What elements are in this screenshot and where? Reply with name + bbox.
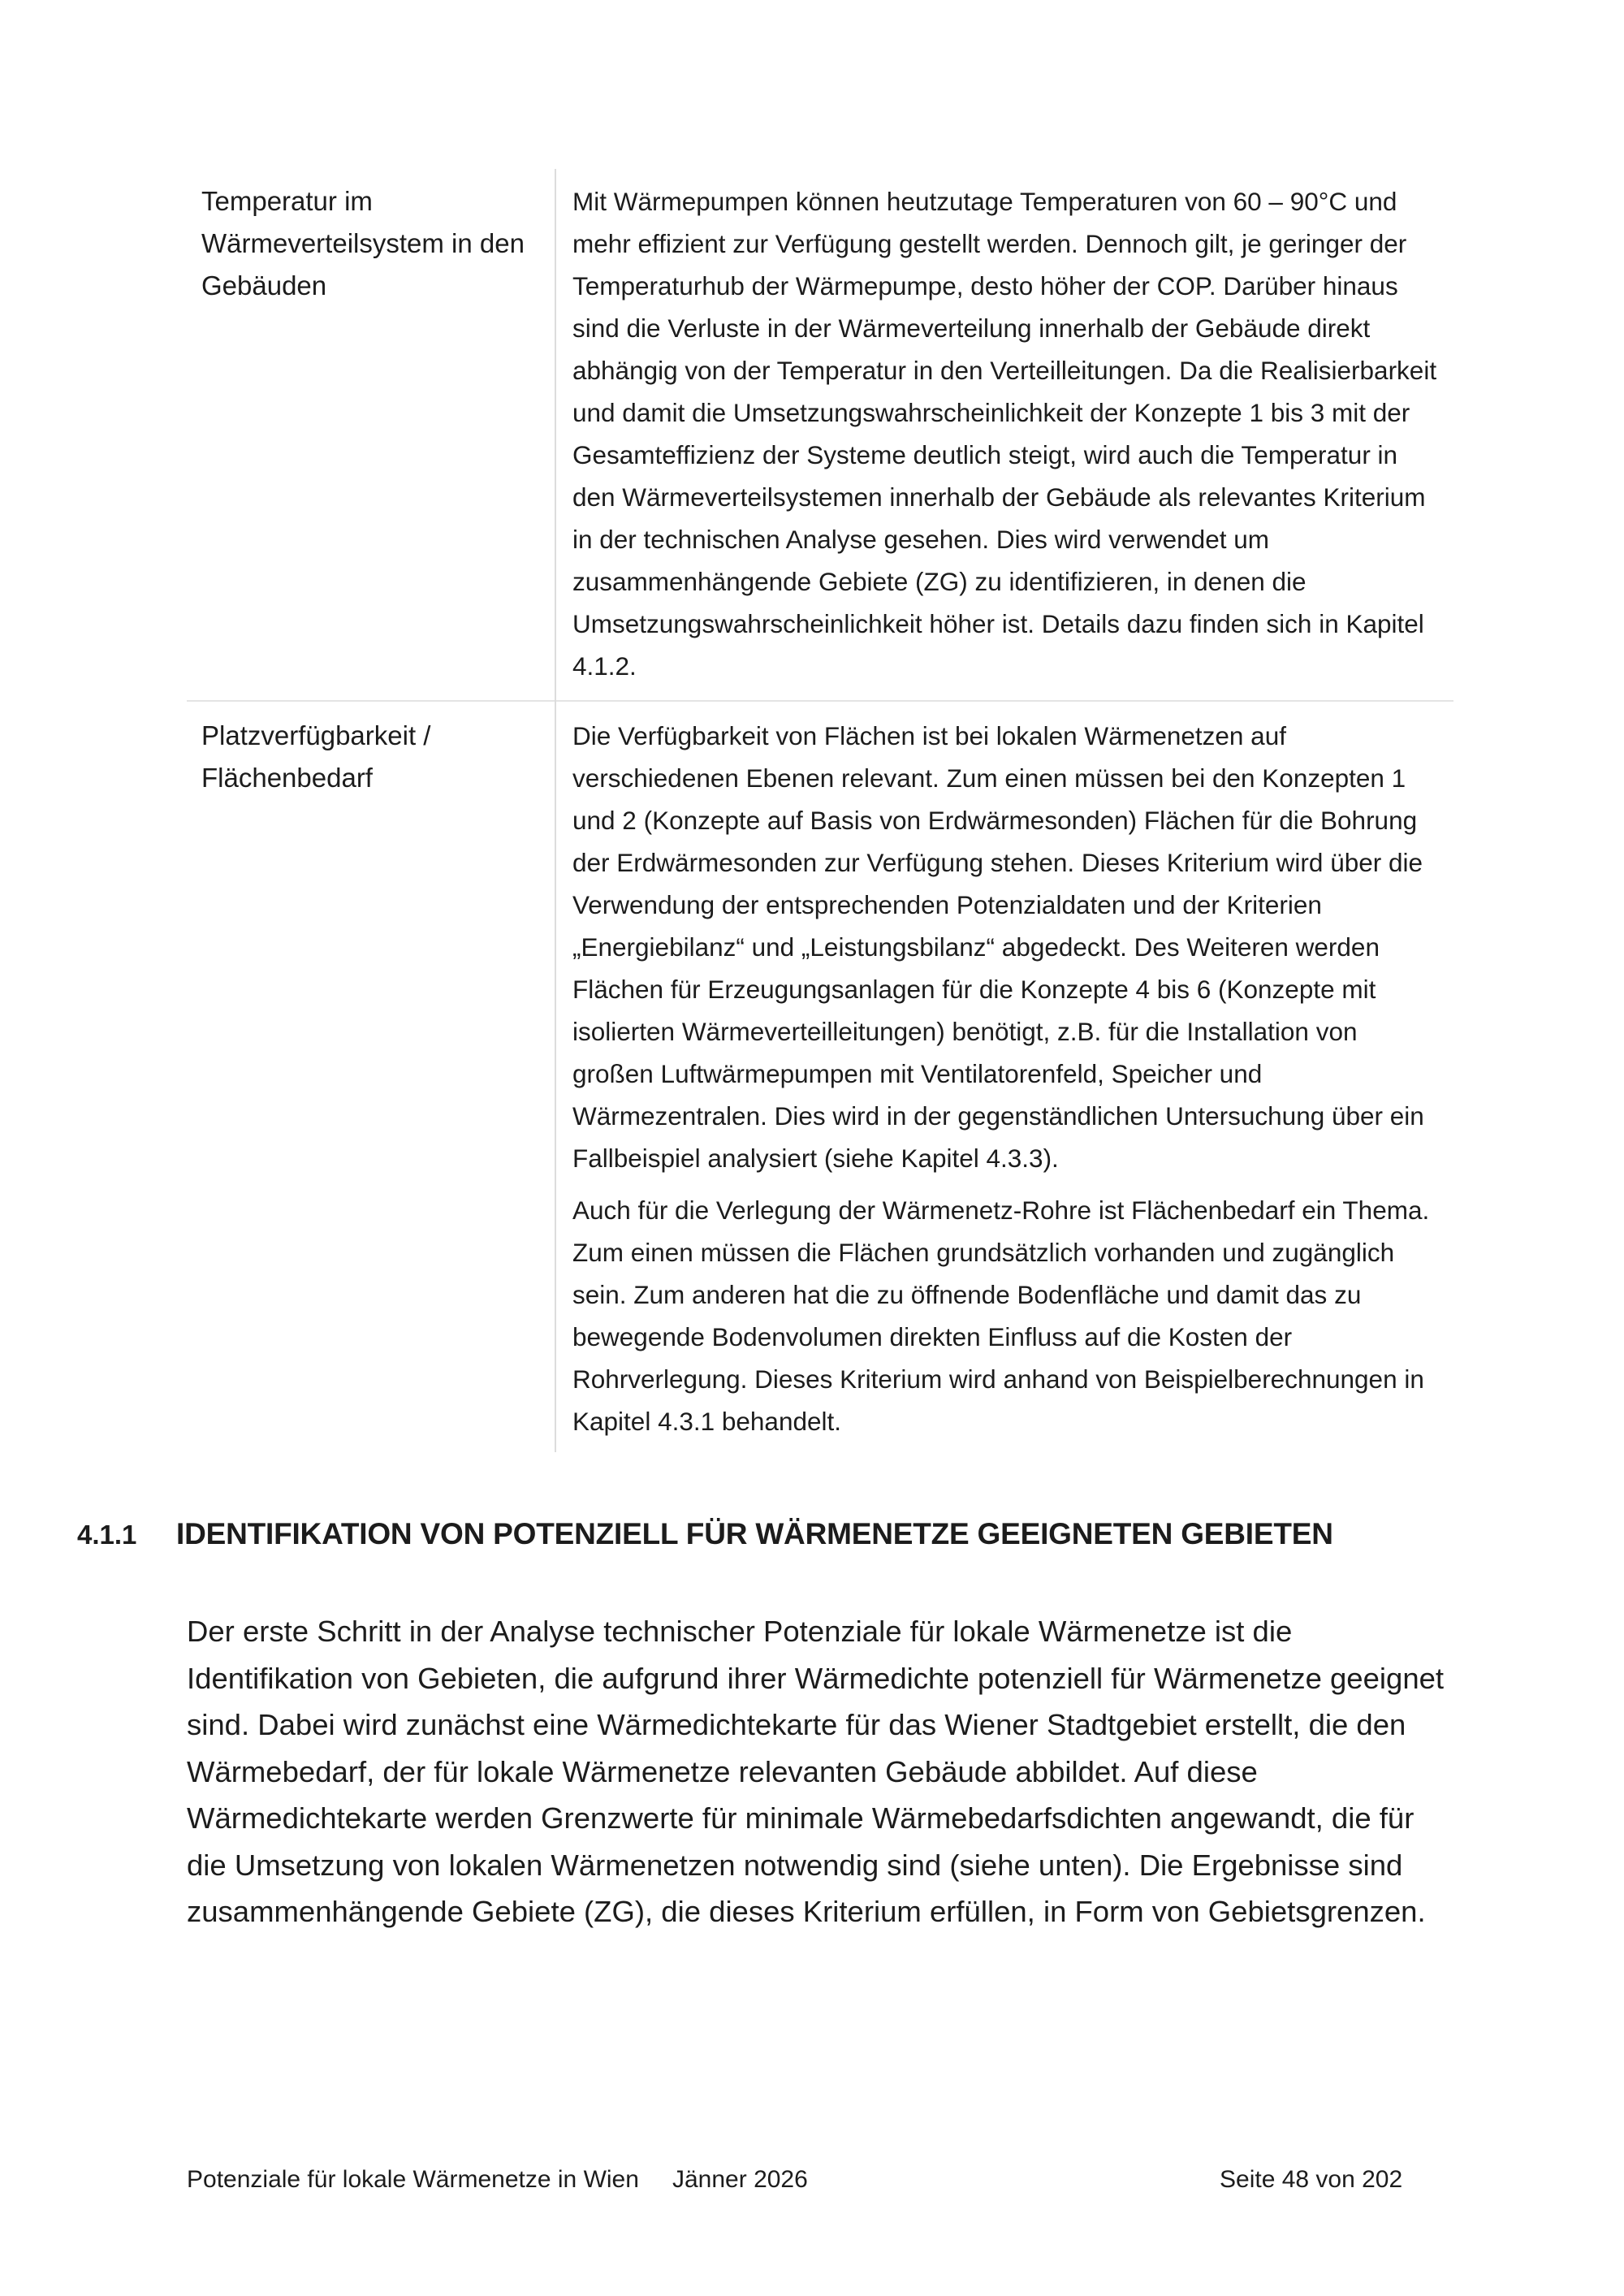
criteria-table — [187, 169, 1453, 1452]
section-title: IDENTIFIKATION VON POTENZIELL FÜR WÄRMENETZE GEEIGNETEN GEBIETEN — [176, 1517, 1333, 1550]
criterion-label: Temperatur im Wärmeverteilsystem in den Gebäuden — [201, 186, 525, 301]
criterion-label: Platzverfügbarkeit / Flächenbedarf — [187, 701, 555, 1452]
description-paragraph: Mit Wärmepumpen können heutzutage Temperaturen von 60 – 90°C und mehr effizient zur Verfügung gestellt werden. Dennoch gilt, je geringer der Temperaturhub der Wärmepumpe, desto höher der COP. Darüber hinaus sind die Verluste in der Wärmeverteilung innerhalb der Gebäude direkt abhängig von der Temperatur in den Verteilleitungen. Da die Realisierbarkeit und damit die Umsetzungswahrscheinlichkeit der Konzepte 1 bis 3 mit der Gesamteffizienz der Systeme deutlich steigt, wird auch die Temperatur in den Wärmeverteilsystemen innerhalb der Gebäude als relevantes Kriterium in der technischen Analyse gesehen. Dies wird verwendet um zusammenhängende Gebiete (ZG) zu identifizieren, in denen die Umsetzungswahrscheinlichkeit höher ist. Details dazu finden sich in Kapitel 4.1.2. — [572, 187, 1437, 681]
section-heading — [77, 1517, 1539, 1551]
footer-date: Jänner 2026 — [672, 2166, 808, 2193]
description-paragraph: Die Verfügbarkeit von Flächen ist bei lokalen Wärmenetzen auf verschiedenen Ebenen relevant. Zum einen müssen bei den Konzepten 1 und 2 (Konzepte auf Basis von Erdwärmesonden) Flächen für die Bohrung der Erdwärmesonden zur Verfügung stehen. Dieses Kriterium wird über die Verwendung der entsprechenden Potenzialdaten und der Kriterien „Energiebilanz“ und „Leistungsbilanz“ abgedeckt. Des Weiteren werden Flächen für Erzeugungsanlagen für die Konzepte 4 bis 6 (Konzepte mit isolierten Wärmeverteilleitungen) benötigt, z.B. für die Installation von großen Luftwärmepumpen mit Ventilatorenfeld, Speicher und Wärmezentralen. Dies wird in der gegenständlichen Untersuchung über ein Fallbeispiel analysiert (siehe Kapitel 4.3.3). — [572, 721, 1424, 1173]
section-number: 4.1.1 — [77, 1520, 137, 1550]
table-row — [187, 701, 1453, 1452]
footer-page-number: Seite 48 von 202 — [1220, 2166, 1403, 2193]
criterion-description — [555, 169, 1453, 701]
description-paragraph: Auch für die Verlegung der Wärmenetz-Rohre ist Flächenbedarf ein Thema. Zum einen müssen die Flächen grundsätzlich vorhanden und zugänglich sein. Zum anderen hat die zu öffnende Bodenfläche und damit das zu bewegende Bodenvolumen direkten Einfluss auf die Kosten der Rohrverlegung. Dieses Kriterium wird anhand von Beispielberechnungen in Kapitel 4.3.1 behandelt. — [572, 1196, 1430, 1436]
footer-document-title: Potenziale für lokale Wärmenetze in Wien — [187, 2166, 639, 2193]
body-paragraph: Der erste Schritt in der Analyse technischer Potenziale für lokale Wärmenetze ist die Identifikation von Gebieten, die aufgrund ihrer Wärmedichte potenziell für Wärmenetze geeignet sind. Dabei wird zunächst eine Wärmedichtekarte für das Wiener Stadtgebiet erstellt, die den Wärmebedarf, der für lokale Wärmenetze relevanten Gebäude abbildet. Auf diese Wärmedichtekarte werden Grenzwerte für minimale Wärmebedarfsdichten angewandt, die für die Umsetzung von lokalen Wärmenetzen notwendig sind (siehe unten). Die Ergebnisse sind zusammenhängende Gebiete (ZG), die dieses Kriterium erfüllen, in Form von Gebietsgrenzen. — [187, 1615, 1445, 1928]
table-row — [187, 169, 1453, 701]
criterion-description — [555, 701, 1453, 1452]
